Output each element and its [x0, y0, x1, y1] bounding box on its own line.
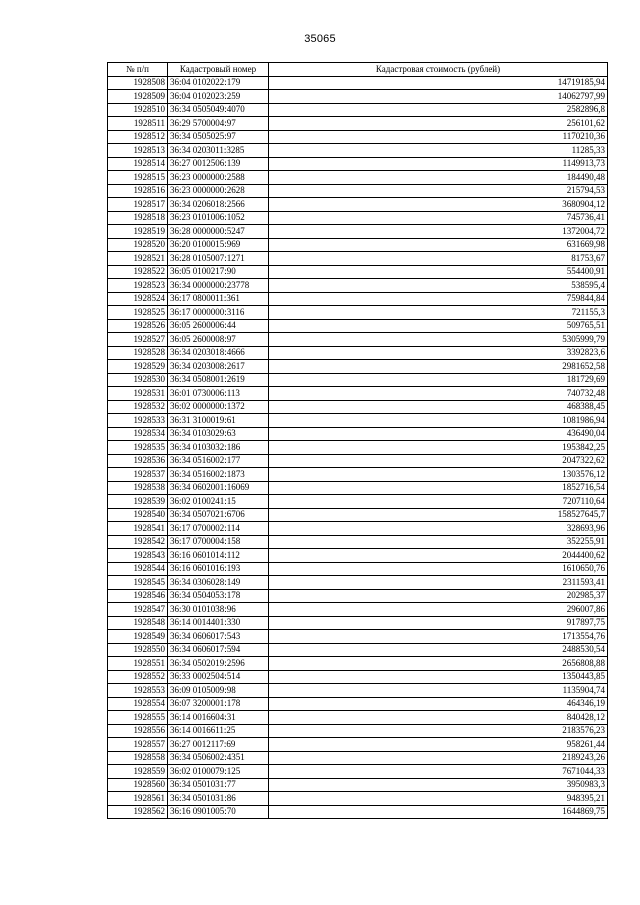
cadastral-value-cell: 256101,62 [269, 117, 608, 131]
row-number-cell: 1928515 [108, 171, 168, 185]
cadastral-number-cell: 36:16 0601014:112 [168, 549, 269, 563]
cadastral-number-cell: 36:34 0504053:178 [168, 589, 269, 603]
page-number: 35065 [304, 33, 336, 45]
cadastral-number-cell: 36:09 0105009:98 [168, 684, 269, 698]
cadastral-number-cell: 36:34 0506002:4351 [168, 751, 269, 765]
cadastral-value-cell: 3680904,12 [269, 198, 608, 212]
cadastral-value-cell: 2981652,58 [269, 360, 608, 374]
table-row [108, 76, 608, 90]
cadastral-number-cell: 36:34 0103029:63 [168, 427, 269, 441]
table-row [108, 414, 608, 428]
cadastral-value-cell: 11285,33 [269, 144, 608, 158]
row-number-cell: 1928550 [108, 643, 168, 657]
cadastral-number-cell: 36:29 5700004:97 [168, 117, 269, 131]
cadastral-number-cell: 36:34 0602001:16069 [168, 481, 269, 495]
cadastral-number-cell: 36:28 0000000:5247 [168, 225, 269, 239]
cadastral-value-cell: 352255,91 [269, 535, 608, 549]
cadastral-number-cell: 36:14 0014401:330 [168, 616, 269, 630]
cadastral-number-cell: 36:27 0012117:69 [168, 738, 269, 752]
row-number-cell: 1928532 [108, 400, 168, 414]
table-row [108, 441, 608, 455]
cadastral-number-cell: 36:34 0501031:86 [168, 792, 269, 806]
table-row [108, 738, 608, 752]
cadastral-value-cell: 14062797,99 [269, 90, 608, 104]
cadastral-number-cell: 36:34 0501031:77 [168, 778, 269, 792]
cadastral-number-cell: 36:14 0016611:25 [168, 724, 269, 738]
cadastral-value-cell: 3392823,6 [269, 346, 608, 360]
table-row [108, 211, 608, 225]
table-row [108, 157, 608, 171]
cadastral-number-cell: 36:16 0601016:193 [168, 562, 269, 576]
row-number-cell: 1928545 [108, 576, 168, 590]
table-row [108, 279, 608, 293]
header-cadastral-number: Кадастровый номер [168, 63, 269, 77]
table-row [108, 144, 608, 158]
row-number-cell: 1928544 [108, 562, 168, 576]
table-row [108, 400, 608, 414]
cadastral-number-cell: 36:34 0505049:4070 [168, 103, 269, 117]
row-number-cell: 1928556 [108, 724, 168, 738]
table-row [108, 616, 608, 630]
header-row-number: № п/п [108, 63, 168, 77]
cadastral-number-cell: 36:17 0000000:3116 [168, 306, 269, 320]
row-number-cell: 1928541 [108, 522, 168, 536]
cadastral-value-cell: 2488530,54 [269, 643, 608, 657]
table-row [108, 184, 608, 198]
header-cadastral-value: Кадастровая стоимость (рублей) [269, 63, 608, 77]
row-number-cell: 1928510 [108, 103, 168, 117]
cadastral-number-cell: 36:34 0103032:186 [168, 441, 269, 455]
cadastral-number-cell: 36:02 0100241:15 [168, 495, 269, 509]
row-number-cell: 1928531 [108, 387, 168, 401]
row-number-cell: 1928554 [108, 697, 168, 711]
cadastral-value-cell: 328693,96 [269, 522, 608, 536]
cadastral-value-cell: 2311593,41 [269, 576, 608, 590]
row-number-cell: 1928553 [108, 684, 168, 698]
cadastral-value-cell: 464346,19 [269, 697, 608, 711]
cadastral-value-cell: 158527645,7 [269, 508, 608, 522]
row-number-cell: 1928557 [108, 738, 168, 752]
cadastral-value-cell: 1350443,85 [269, 670, 608, 684]
row-number-cell: 1928562 [108, 805, 168, 819]
cadastral-number-cell: 36:34 0502019:2596 [168, 657, 269, 671]
cadastral-value-cell: 2582896,8 [269, 103, 608, 117]
table-row [108, 306, 608, 320]
row-number-cell: 1928551 [108, 657, 168, 671]
cadastral-number-cell: 36:04 0102022:179 [168, 76, 269, 90]
row-number-cell: 1928560 [108, 778, 168, 792]
table-row [108, 562, 608, 576]
header-row [108, 63, 608, 77]
row-number-cell: 1928520 [108, 238, 168, 252]
table-row [108, 333, 608, 347]
table-row [108, 576, 608, 590]
table-row [108, 630, 608, 644]
cadastral-number-cell: 36:34 0505025:97 [168, 130, 269, 144]
table-row [108, 238, 608, 252]
cadastral-number-cell: 36:34 0000000:23778 [168, 279, 269, 293]
table-row [108, 454, 608, 468]
cadastral-number-cell: 36:28 0105007:1271 [168, 252, 269, 266]
table-row [108, 657, 608, 671]
row-number-cell: 1928523 [108, 279, 168, 293]
cadastral-value-cell: 721155,3 [269, 306, 608, 320]
cadastral-number-cell: 36:02 0000000:1372 [168, 400, 269, 414]
row-number-cell: 1928522 [108, 265, 168, 279]
cadastral-value-cell: 14719185,94 [269, 76, 608, 90]
cadastral-value-cell: 1644869,75 [269, 805, 608, 819]
cadastral-number-cell: 36:34 0507021:6706 [168, 508, 269, 522]
table-row [108, 90, 608, 104]
row-number-cell: 1928539 [108, 495, 168, 509]
table-row [108, 643, 608, 657]
row-number-cell: 1928543 [108, 549, 168, 563]
cadastral-number-cell: 36:34 0606017:594 [168, 643, 269, 657]
row-number-cell: 1928538 [108, 481, 168, 495]
cadastral-value-cell: 2656808,88 [269, 657, 608, 671]
cadastral-number-cell: 36:33 0002504:514 [168, 670, 269, 684]
row-number-cell: 1928558 [108, 751, 168, 765]
cadastral-number-cell: 36:17 0800011:361 [168, 292, 269, 306]
row-number-cell: 1928555 [108, 711, 168, 725]
row-number-cell: 1928561 [108, 792, 168, 806]
cadastral-number-cell: 36:05 2600006:44 [168, 319, 269, 333]
cadastral-value-cell: 7671044,33 [269, 765, 608, 779]
cadastral-number-cell: 36:05 0100217:90 [168, 265, 269, 279]
table-row [108, 360, 608, 374]
cadastral-value-cell: 2044400,62 [269, 549, 608, 563]
cadastral-number-cell: 36:23 0000000:2588 [168, 171, 269, 185]
cadastral-value-cell: 181729,69 [269, 373, 608, 387]
table-row [108, 427, 608, 441]
table-row [108, 130, 608, 144]
cadastral-number-cell: 36:34 0206018:2566 [168, 198, 269, 212]
cadastral-number-cell: 36:16 0901005:70 [168, 805, 269, 819]
table-row [108, 481, 608, 495]
cadastral-value-cell: 1852716,54 [269, 481, 608, 495]
table-row [108, 373, 608, 387]
cadastral-value-cell: 917897,75 [269, 616, 608, 630]
table-row [108, 589, 608, 603]
cadastral-number-cell: 36:27 0012506:139 [168, 157, 269, 171]
table-row [108, 697, 608, 711]
table-row [108, 346, 608, 360]
table-row [108, 778, 608, 792]
cadastral-value-cell: 1372004,72 [269, 225, 608, 239]
cadastral-number-cell: 36:23 0101006:1052 [168, 211, 269, 225]
cadastral-value-cell: 745736,41 [269, 211, 608, 225]
table-row [108, 495, 608, 509]
cadastral-number-cell: 36:31 3100019:61 [168, 414, 269, 428]
table-row [108, 468, 608, 482]
cadastral-value-cell: 2189243,26 [269, 751, 608, 765]
row-number-cell: 1928509 [108, 90, 168, 104]
cadastral-value-cell: 509765,51 [269, 319, 608, 333]
row-number-cell: 1928547 [108, 603, 168, 617]
cadastral-value-cell: 2047322,62 [269, 454, 608, 468]
row-number-cell: 1928524 [108, 292, 168, 306]
cadastral-value-cell: 5305999,79 [269, 333, 608, 347]
table-row [108, 711, 608, 725]
row-number-cell: 1928536 [108, 454, 168, 468]
table-row [108, 670, 608, 684]
table-row [108, 265, 608, 279]
row-number-cell: 1928542 [108, 535, 168, 549]
table-header [108, 63, 608, 77]
table-row [108, 792, 608, 806]
cadastral-value-cell: 1713554,76 [269, 630, 608, 644]
cadastral-number-cell: 36:34 0203011:3285 [168, 144, 269, 158]
cadastral-value-cell: 81753,67 [269, 252, 608, 266]
row-number-cell: 1928512 [108, 130, 168, 144]
cadastral-value-cell: 1170210,36 [269, 130, 608, 144]
cadastral-number-cell: 36:34 0203018:4666 [168, 346, 269, 360]
cadastral-value-cell: 296007,86 [269, 603, 608, 617]
table-row [108, 751, 608, 765]
row-number-cell: 1928549 [108, 630, 168, 644]
row-number-cell: 1928533 [108, 414, 168, 428]
row-number-cell: 1928526 [108, 319, 168, 333]
cadastral-number-cell: 36:17 0700004:158 [168, 535, 269, 549]
table-row [108, 535, 608, 549]
cadastral-number-cell: 36:34 0606017:543 [168, 630, 269, 644]
cadastral-value-cell: 1303576,12 [269, 468, 608, 482]
table-row [108, 603, 608, 617]
table-row [108, 117, 608, 131]
cadastral-value-cell: 958261,44 [269, 738, 608, 752]
cadastral-value-cell: 1081986,94 [269, 414, 608, 428]
cadastral-number-cell: 36:20 0100015:969 [168, 238, 269, 252]
cadastral-number-cell: 36:34 0306028:149 [168, 576, 269, 590]
row-number-cell: 1928525 [108, 306, 168, 320]
cadastral-number-cell: 36:05 2600008:97 [168, 333, 269, 347]
row-number-cell: 1928511 [108, 117, 168, 131]
table-row [108, 198, 608, 212]
cadastral-value-cell: 468388,45 [269, 400, 608, 414]
cadastral-value-cell: 631669,98 [269, 238, 608, 252]
row-number-cell: 1928513 [108, 144, 168, 158]
cadastral-number-cell: 36:23 0000000:2628 [168, 184, 269, 198]
cadastral-number-cell: 36:34 0508001:2619 [168, 373, 269, 387]
row-number-cell: 1928518 [108, 211, 168, 225]
cadastral-number-cell: 36:34 0203008:2617 [168, 360, 269, 374]
cadastral-value-cell: 1149913,73 [269, 157, 608, 171]
cadastral-value-cell: 1953842,25 [269, 441, 608, 455]
cadastral-value-cell: 215794,53 [269, 184, 608, 198]
cadastral-value-cell: 554400,91 [269, 265, 608, 279]
cadastral-value-cell: 759844,84 [269, 292, 608, 306]
table-row [108, 225, 608, 239]
cadastral-value-cell: 7207110,64 [269, 495, 608, 509]
table-row [108, 292, 608, 306]
row-number-cell: 1928517 [108, 198, 168, 212]
cadastral-number-cell: 36:30 0101038:96 [168, 603, 269, 617]
row-number-cell: 1928530 [108, 373, 168, 387]
row-number-cell: 1928537 [108, 468, 168, 482]
table-row [108, 252, 608, 266]
row-number-cell: 1928540 [108, 508, 168, 522]
cadastral-number-cell: 36:17 0700002:114 [168, 522, 269, 536]
table-row [108, 171, 608, 185]
table-row [108, 319, 608, 333]
row-number-cell: 1928514 [108, 157, 168, 171]
cadastral-value-cell: 840428,12 [269, 711, 608, 725]
table-row [108, 387, 608, 401]
cadastral-value-table [107, 62, 608, 819]
cadastral-number-cell: 36:14 0016604:31 [168, 711, 269, 725]
cadastral-number-cell: 36:07 3200001:178 [168, 697, 269, 711]
cadastral-value-cell: 538595,4 [269, 279, 608, 293]
row-number-cell: 1928516 [108, 184, 168, 198]
cadastral-value-cell: 948395,21 [269, 792, 608, 806]
cadastral-value-cell: 3950983,3 [269, 778, 608, 792]
cadastral-value-cell: 1135904,74 [269, 684, 608, 698]
row-number-cell: 1928552 [108, 670, 168, 684]
table-row [108, 765, 608, 779]
table-row [108, 103, 608, 117]
cadastral-number-cell: 36:02 0100079:125 [168, 765, 269, 779]
row-number-cell: 1928559 [108, 765, 168, 779]
cadastral-number-cell: 36:34 0516002:177 [168, 454, 269, 468]
row-number-cell: 1928548 [108, 616, 168, 630]
row-number-cell: 1928527 [108, 333, 168, 347]
table-row [108, 805, 608, 819]
table-row [108, 724, 608, 738]
cadastral-value-cell: 2183576,23 [269, 724, 608, 738]
row-number-cell: 1928534 [108, 427, 168, 441]
table-row [108, 508, 608, 522]
cadastral-value-cell: 184490,48 [269, 171, 608, 185]
table-body [108, 76, 608, 819]
row-number-cell: 1928528 [108, 346, 168, 360]
cadastral-number-cell: 36:04 0102023:259 [168, 90, 269, 104]
cadastral-value-cell: 1610650,76 [269, 562, 608, 576]
row-number-cell: 1928521 [108, 252, 168, 266]
cadastral-number-cell: 36:34 0516002:1873 [168, 468, 269, 482]
cadastral-value-cell: 740732,48 [269, 387, 608, 401]
row-number-cell: 1928546 [108, 589, 168, 603]
cadastral-number-cell: 36:01 0730006:113 [168, 387, 269, 401]
row-number-cell: 1928535 [108, 441, 168, 455]
row-number-cell: 1928519 [108, 225, 168, 239]
row-number-cell: 1928529 [108, 360, 168, 374]
cadastral-value-cell: 202985,37 [269, 589, 608, 603]
table-row [108, 549, 608, 563]
row-number-cell: 1928508 [108, 76, 168, 90]
table-row [108, 684, 608, 698]
table-row [108, 522, 608, 536]
cadastral-value-cell: 436490,04 [269, 427, 608, 441]
